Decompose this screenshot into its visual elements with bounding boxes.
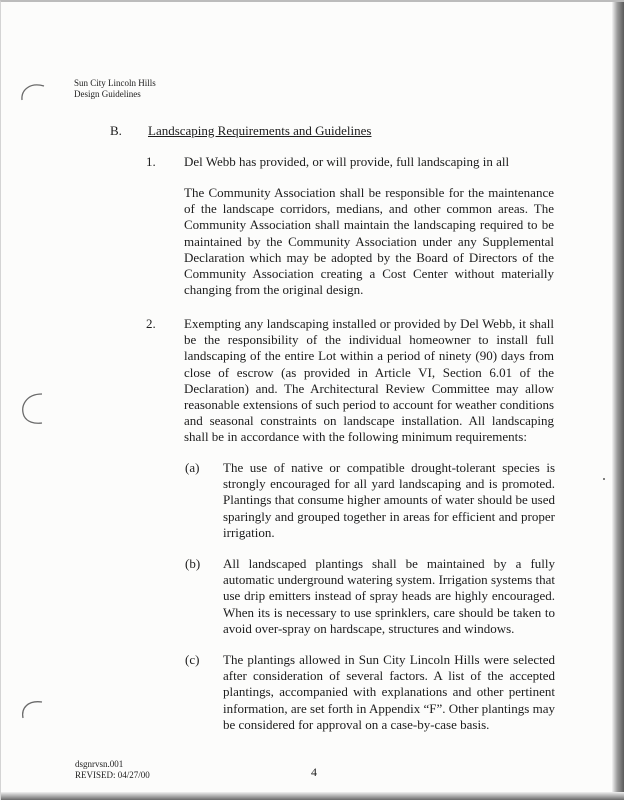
subitem-b-text: All landscaped plantings shall be maintained by a fully automatic underground watering system. Irrigation systems that use drip emitters instead of spray heads are highly encouraged. When its is necessary to use sprinklers, care should be taken to avoid over-spray on hardscape, structures and windows. bbox=[223, 556, 555, 636]
scan-speck bbox=[603, 478, 605, 480]
header-line-2: Design Guidelines bbox=[74, 89, 141, 99]
section-letter: B. bbox=[110, 123, 122, 138]
page-footer bbox=[75, 759, 150, 781]
subitem-c-text: The plantings allowed in Sun City Lincoln Hills were selected after consideration of several factors. A list of the accepted plantings, accompanied with explanations and other pertinent information, are set forth in Appendix “F”. Other plantings may be considered for approval on a case-by-case basis. bbox=[223, 652, 555, 732]
item-1-number: 1. bbox=[146, 154, 156, 169]
subitem-b-label: (b) bbox=[185, 556, 201, 571]
subitem-a-label: (a) bbox=[185, 460, 200, 475]
item-1-paragraph: The Community Association shall be responsible for the maintenance of the landscape corridors, medians, and other common areas. The Community Association shall maintain the landscaping required to be maintained by the Community Association under any Supplemental Declaration which may be adopted by the Board of Directors of the Community Association creating a Cost Center without materially changing from the original design. bbox=[184, 185, 554, 298]
binder-hole-bottom bbox=[18, 694, 46, 732]
page-number: 4 bbox=[311, 765, 317, 779]
binder-hole-middle bbox=[18, 390, 46, 428]
running-header bbox=[74, 78, 156, 100]
subitem-a-text: The use of native or compatible drought-tolerant species is strongly encouraged for all yard landscaping and is promoted. Plantings that consume higher amounts of water should be used sparingly and grouped together in areas for efficient and proper irrigation. bbox=[223, 460, 555, 540]
footer-filename: dsgnrvsn.001 bbox=[75, 759, 124, 769]
section-title: Landscaping Requirements and Guidelines bbox=[148, 123, 372, 138]
page-edge-shadow-bottom bbox=[1, 792, 624, 800]
item-2-paragraph: Exempting any landscaping installed or provided by Del Webb, it shall be the responsibility of the individual homeowner to install full landscaping of the entire Lot within a period of ninety (90) days from close of escrow (as provided in Article VI, Section 6.01 of the Declaration) and. The Architectural Review Committee may allow reasonable extensions of such period to account for weather conditions and seasonal constraints on landscape installation. All landscaping shall be in accordance with the following minimum requirements: bbox=[184, 316, 554, 445]
header-line-1: Sun City Lincoln Hills bbox=[74, 78, 156, 88]
subitem-c-label: (c) bbox=[185, 652, 200, 667]
page-edge-shadow-right bbox=[612, 2, 624, 800]
footer-revised-date: REVISED: 04/27/00 bbox=[75, 770, 150, 780]
binder-hole-top bbox=[18, 80, 46, 118]
item-1-first-line: Del Webb has provided, or will provide, full landscaping in all bbox=[184, 154, 510, 169]
item-2-number: 2. bbox=[146, 316, 156, 331]
